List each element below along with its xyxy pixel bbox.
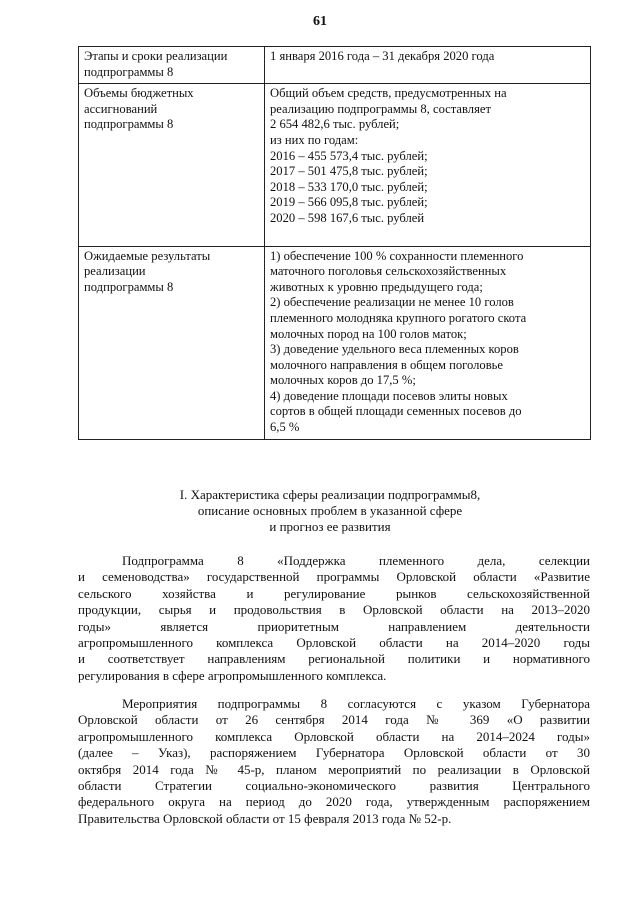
value-line: 2 654 482,6 тыс. рублей; <box>270 117 400 132</box>
value-line: молочного направления в общем поголовье <box>270 357 503 372</box>
paragraph-line: Мероприятия подпрограммы 8 согласуются с указом Губернатора <box>122 696 590 711</box>
value-line: животных к уровню предыдущего года; <box>270 279 483 294</box>
value-line: маточного поголовья сельскохозяйственных <box>270 264 507 279</box>
row-value-expected-results <box>265 246 591 439</box>
value-line: реализацию подпрограммы 8, составляет <box>270 101 491 116</box>
row-label-expected-results <box>79 246 265 439</box>
value-line: 2019 – 566 095,8 тыс. рублей; <box>270 195 428 210</box>
label-line: Объемы бюджетных <box>84 86 194 101</box>
paragraph-line: Орловской области от 26 сентября 2014 года № 369 «О развитии <box>78 712 590 728</box>
heading-line: и прогноз ее развития <box>269 519 391 534</box>
value-line: молочных пород на 100 голов маток; <box>270 326 467 341</box>
value-line: сортов в общей площади семенных посевов до <box>270 404 522 419</box>
label-line: подпрограммы 8 <box>84 64 174 79</box>
label-line: реализации <box>84 264 146 279</box>
value-line: 6,5 % <box>270 420 300 435</box>
heading-line: I. Характеристика сферы реализации подпрограммы8, <box>179 487 481 502</box>
paragraph-subprogram-description <box>78 553 590 684</box>
value-line: 4) доведение площади посевов элиты новых <box>270 388 508 403</box>
paragraph-line: области Стратегии социально-экономического развития Центрального <box>78 778 590 794</box>
value-line: 2017 – 501 475,8 тыс. рублей; <box>270 164 428 179</box>
label-line: подпрограммы 8 <box>84 279 174 294</box>
paragraph-line: Подпрограмма 8 «Поддержка племенного дела, селекции <box>122 553 590 568</box>
value-line: 2018 – 533 170,0 тыс. рублей; <box>270 179 428 194</box>
heading-line: описание основных проблем в указанной сфере <box>197 503 463 518</box>
value-line: племенного молодняка крупного рогатого скота <box>270 310 527 325</box>
paragraph-line: годы» является приоритетным направлением деятельности <box>78 618 590 634</box>
paragraph-line: октября 2014 года № 45-р, планом мероприятий по реализации в Орловской <box>78 761 590 777</box>
paragraph-line: (далее – Указ), распоряжением Губернатора Орловской области от 30 <box>78 745 590 761</box>
label-line: Этапы и сроки реализации <box>84 49 228 63</box>
paragraph-line: и семеноводства» государственной программы Орловской области «Развитие <box>78 569 590 585</box>
paragraph-line: федерального округа на период до 2020 года, утвержденным распоряжением <box>78 794 590 810</box>
value-line: 3) доведение удельного веса племенных коров <box>270 342 519 357</box>
row-label-stages <box>79 47 265 84</box>
paragraph-line: регулирования в сфере агропромышленного комплекса. <box>78 667 387 683</box>
value-line: из них по годам: <box>270 132 359 147</box>
paragraph-line: продукции, сырья и продовольствия в Орловской области на 2013–2020 <box>78 602 590 618</box>
paragraph-line: агропромышленного комплекса Орловской области на 2014–2024 годы» <box>78 728 590 744</box>
label-line: ассигнований <box>84 101 158 116</box>
value-line: 1 января 2016 года – 31 декабря 2020 года <box>270 49 495 63</box>
label-line: подпрограммы 8 <box>84 117 174 132</box>
value-line: 2020 – 598 167,6 тыс. рублей <box>270 210 425 225</box>
value-line: 2) обеспечение реализации не менее 10 голов <box>270 295 514 310</box>
label-line: Ожидаемые результаты <box>84 248 211 263</box>
value-line: Общий объем средств, предусмотренных на <box>270 86 507 101</box>
table-row-stages <box>79 47 591 84</box>
value-line: молочных коров до 17,5 %; <box>270 373 416 388</box>
row-label-budget <box>79 84 265 246</box>
page-number: 61 <box>313 14 327 29</box>
table-row-budget <box>79 84 591 246</box>
value-line: 1) обеспечение 100 % сохранности племенного <box>270 248 524 263</box>
paragraph-line: и соответствует направлениям региональной политики и нормативного <box>78 651 590 667</box>
paragraph-line: Правительства Орловской области от 15 февраля 2013 года № 52-р. <box>78 810 452 826</box>
paragraph-line: сельского хозяйства и регулирование рынков сельскохозяйственной <box>78 585 590 601</box>
row-value-budget <box>265 84 591 246</box>
subprogram-passport-table <box>78 46 591 440</box>
paragraph-line: агропромышленного комплекса Орловской области на 2014–2020 годы <box>78 635 590 651</box>
section-heading <box>130 487 530 535</box>
paragraph-subprogram-alignment <box>78 696 590 827</box>
row-value-stages <box>265 47 591 84</box>
cell-spacer <box>270 227 586 243</box>
value-line: 2016 – 455 573,4 тыс. рублей; <box>270 148 428 163</box>
table-row-expected-results <box>79 246 591 439</box>
